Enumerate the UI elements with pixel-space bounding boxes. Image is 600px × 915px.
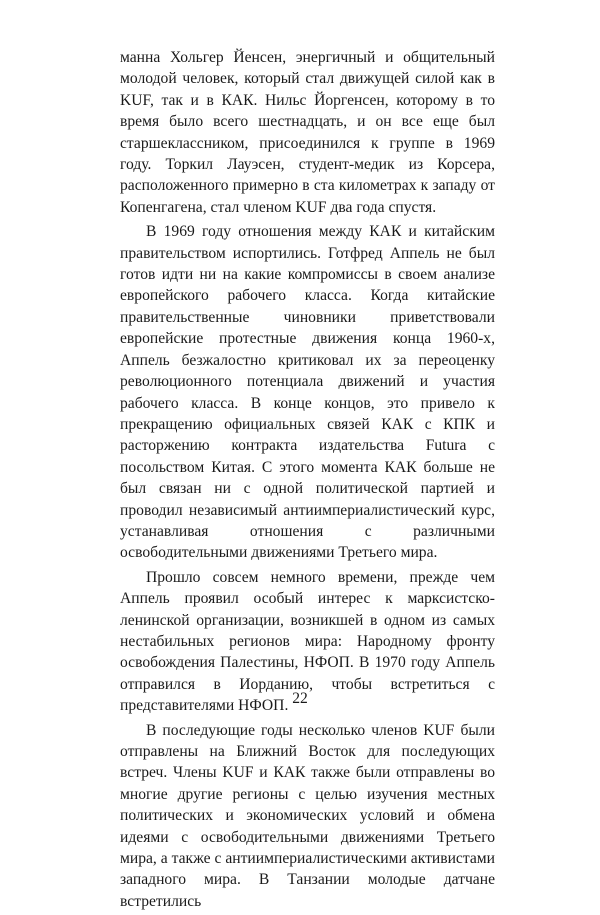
paragraph-4: В последующие годы несколько членов KUF были отправлены на Ближний Восток для последующих встреч. Члены KUF и КАК также были отправлены во многие другие регионы с целью изучения местных политических и экономических условий и обмена идеями с освободительными движениями Третьего мира, а также с антиимпериалистическими активистами западного мира. В Танзании молодые датчане встретились [120,721,495,910]
paragraph-2: В 1969 году отношения между КАК и китайским правительством испортились. Готфред Аппель не был готов идти ни на какие компромиссы в своем анализе европейского рабочего класса. Когда китайские правительственные чиновники приветствовали европейские протестные движения конца 1960-х, Аппель безжалостно критиковал их за переоценку революционного потенциала движений и участия рабочего класса. В конце концов, это привело к прекращению официальных связей КАК с КПК и расторжению контракта издательства Futura с посольством Китая. С этого момента КАК больше не был связан ни с одной политической партией и проводил независимый антиимпериалистический курс, устанавливая отношения с различными освободительными движениями Третьего мира. [120,223,495,562]
paragraph-3: Прошло совсем немного времени, прежде чем Аппель проявил особый интерес к марксистско-ленинской организации, возникшей в одном из самых нестабильных регионов мира: Народному фронту освобождения Палестины, НФОП. В 1970 году Аппель отправился в Иорданию, чтобы встретиться с представителями НФОП. [120,568,495,715]
page-number: 22 [292,690,308,707]
paragraph-1: манна Хольгер Йенсен, энергичный и общительный молодой человек, который стал движущей силой как в KUF, так и в КАК. Нильс Йоргенсен, которому в то время было всего шестнадцать, и он все еще был старшеклассником, присоединился к группе в 1969 году. Торкил Лауэсен, студент-медик из Корсера, расположенного примерно в ста километрах к западу от Копенгагена, стал членом KUF два года спустя. [120,49,495,216]
body-text [120,47,495,915]
